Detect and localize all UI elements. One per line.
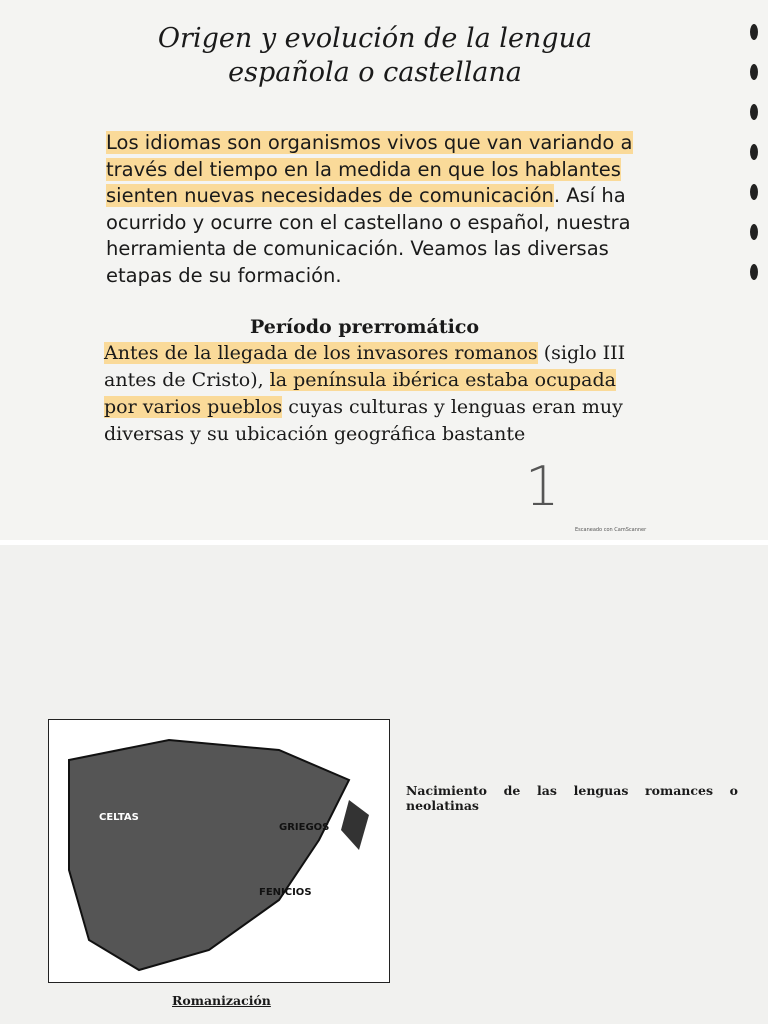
map-label: CELTAS [99,812,139,823]
p2-mid: (siglo III antes de Cristo), [104,342,626,391]
binding-hole [750,144,758,160]
map-label: GRIEGOS [279,822,330,833]
binding-hole [750,224,758,240]
page-title [140,22,610,90]
binding-holes [748,0,762,540]
binding-hole [750,64,758,80]
prerroman-paragraph [104,340,644,448]
map-iberian-peoples [48,719,390,983]
title-line-1: Origen y evolución de la lengua [157,23,593,54]
binding-hole [750,264,758,280]
p2-highlight-1: Antes de la llegada de los invasores romanos [104,342,538,364]
map-graphic [49,720,389,982]
section-heading: Período prerromático [250,316,480,338]
page-bottom [0,545,768,1024]
title-line-2: española o castellana [228,57,522,88]
intro-highlight: Los idiomas son organismos vivos que van variando a través del tiempo en la medida en que los hablantes sienten nuevas necesidades de comunicación [106,131,633,207]
p2-rest: cuyas culturas y lenguas eran muy diversas y su ubicación geográfica bastante [104,396,623,445]
map-caption: Romanización [172,993,271,1008]
map-label: FENICIOS [259,887,312,898]
page-number: 1 [525,455,560,518]
binding-hole [750,104,758,120]
right-column [406,583,738,815]
binding-hole [750,24,758,40]
p2-highlight-2: la península ibérica estaba ocupada por varios pueblos [104,369,616,418]
subheading: Nacimiento de las lenguas romances o neolatinas [406,783,738,814]
scanner-watermark: Escaneado con CamScanner [575,527,647,533]
binding-hole [750,184,758,200]
intro-rest: . Así ha ocurrido y ocurre con el castellano o español, nuestra herramienta de comunicación. Veamos las diversas etapas de su formación. [106,184,631,287]
intro-paragraph [106,130,646,289]
